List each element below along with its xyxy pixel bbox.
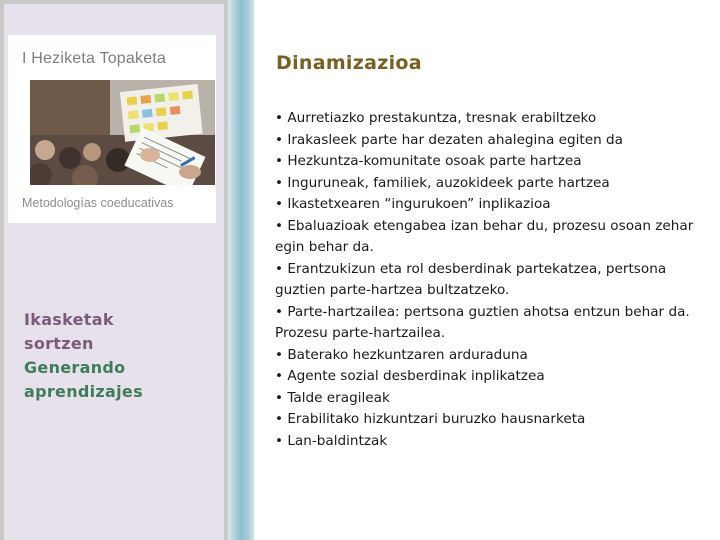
bullet-item: • Erantzukizun eta rol desberdinak partekatzea, pertsona guztien parte-hartzea bultzatzeko. bbox=[275, 260, 667, 298]
bullet-item: • Ikastetxearen “ingurukoen” inplikazioa bbox=[275, 196, 551, 212]
slide-title: Dinamizazioa bbox=[276, 52, 422, 74]
heading-line-1: Ikasketak bbox=[24, 310, 114, 329]
bullet-item: • Talde eragileak bbox=[275, 389, 390, 406]
bullet-item: • Erabilitako hizkuntzari buruzko hausnarketa bbox=[275, 411, 586, 427]
bullet-item: • Hezkuntza-komunitate osoak parte hartzea bbox=[275, 153, 582, 169]
bullet-item: • Lan-baldintzak bbox=[275, 432, 388, 449]
bullet-item: • Inguruneak, familiek, auzokideek parte hartzea bbox=[275, 174, 610, 191]
bullet-item: • Parte-hartzailea: pertsona guztien ahotsa entzun behar da. Prozesu parte-hartzailea. bbox=[275, 303, 690, 341]
event-photo bbox=[30, 80, 215, 185]
bullet-item: • Agente sozial desberdinak inplikatzea bbox=[275, 368, 545, 384]
bullet-list bbox=[275, 108, 711, 452]
heading-line-2: sortzen bbox=[24, 334, 94, 353]
heading-line-4: aprendizajes bbox=[24, 382, 143, 401]
left-heading bbox=[24, 308, 143, 404]
bullet-item: • Ebaluazioak etengabea izan behar du, prozesu osoan zehar egin behar da. bbox=[275, 217, 694, 255]
card-caption: Metodologías coeducativas bbox=[22, 196, 174, 210]
heading-line-3: Generando bbox=[24, 358, 126, 377]
card-title: I Heziketa Topaketa bbox=[22, 50, 167, 67]
bullet-item: • Baterako hezkuntzaren arduraduna bbox=[275, 346, 528, 363]
bullet-item: • Aurretiazko prestakuntza, tresnak erabiltzeko bbox=[275, 110, 597, 126]
divider-bar bbox=[228, 0, 254, 540]
bullet-item: • Irakasleek parte har dezaten ahalegina egiten da bbox=[275, 131, 623, 148]
